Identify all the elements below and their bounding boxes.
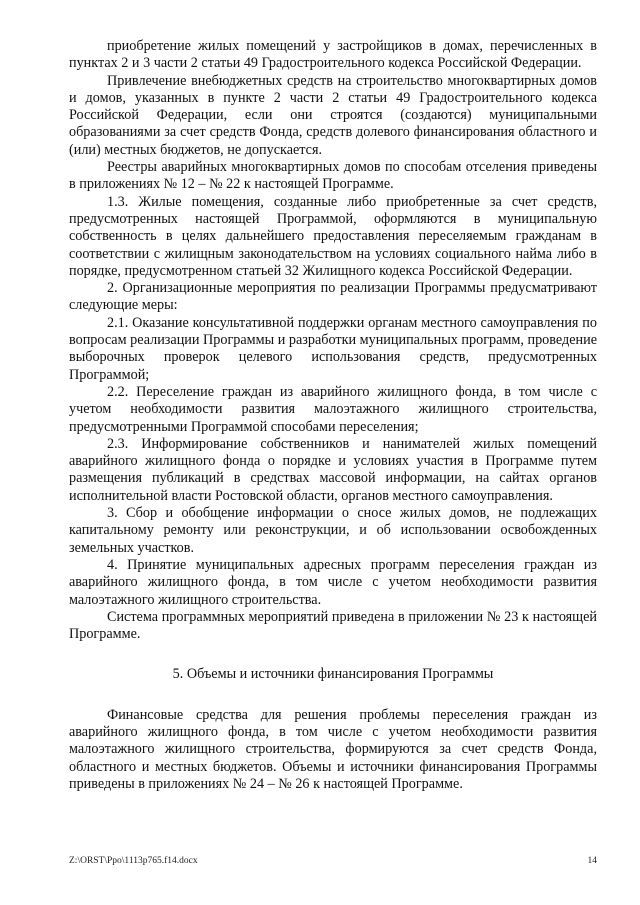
paragraph-2: 2. Организационные мероприятия по реализации Программы предусматривают следующие меры: bbox=[69, 280, 597, 314]
paragraph-3: 3. Сбор и обобщение информации о сносе жилых домов, не подлежащих капитальному ремонту или реконструкции, и об использовании освобожденных земельных участков. bbox=[69, 505, 597, 556]
paragraph-4: 4. Принятие муниципальных адресных программ переселения граждан из аварийного жилищного фонда, в том числе с учетом необходимости развития малоэтажного жилищного строительства. bbox=[69, 556, 597, 608]
paragraph-registries: Реестры аварийных многоквартирных домов по способам отселения приведены в приложениях № 12 – № 22 к настоящей Программе. bbox=[69, 159, 597, 193]
paragraph-2-1: 2.1. Оказание консультативной поддержки органам местного самоуправления по вопросам реализации Программы и разработки муниципальных программ, проведение выборочных проверок целевого использования средств, предусмотренных Программой; bbox=[69, 314, 597, 383]
document-body bbox=[69, 38, 597, 793]
footer-file-path: Z:\ORST\Ppo\1113p765.f14.docx bbox=[69, 856, 198, 866]
paragraph-system-of-measures: Система программных мероприятий приведена в приложении № 23 к настоящей Программе. bbox=[69, 608, 597, 643]
paragraph-offbudget-funds: Привлечение внебюджетных средств на строительство многоквартирных домов и домов, указанных в пункте 2 части 2 статьи 49 Градостроительного кодекса Российской Федерации, если они строятся (создаются) муниципальными образованиями за счет средств Фонда, средств долевого финансирования областного и (или) местных бюджетов, не допускается. bbox=[69, 72, 597, 158]
paragraph-financing: Финансовые средства для решения проблемы переселения граждан из аварийного жилищного фонда, в том числе с учетом необходимости развития малоэтажного жилищного строительства, формируются за счет средств Фонда, областного и местных бюджетов. Объемы и источники финансирования Программы приведены в приложениях № 24 – № 26 к настоящей Программе. bbox=[69, 706, 597, 792]
paragraph-2-2: 2.2. Переселение граждан из аварийного жилищного фонда, в том числе с учетом необходимости развития малоэтажного жилищного строительства, предусмотренными Программой способами переселения; bbox=[69, 383, 597, 435]
paragraph-continuation: приобретение жилых помещений у застройщиков в домах, перечисленных в пунктах 2 и 3 части 2 статьи 49 Градостроительного кодекса Российской Федерации. bbox=[69, 38, 597, 72]
section-heading: 5. Объемы и источники финансирования Программы bbox=[172, 666, 494, 683]
page-number: 14 bbox=[587, 856, 597, 866]
paragraph-1-3: 1.3. Жилые помещения, созданные либо приобретенные за счет средств, предусмотренных настоящей Программой, оформляются в муниципальную собственность в целях дальнейшего предоставления переселяемым гражданам в соответствии с жилищным законодательством на условиях социального найма либо в порядке, предусмотренном статьей 32 Жилищного кодекса Российской Федерации. bbox=[69, 193, 597, 279]
paragraph-2-3: 2.3. Информирование собственников и нанимателей жилых помещений аварийного жилищного фонда о порядке и условиях участия в Программе путем размещения публикаций в средствах массовой информации, на сайтах органов исполнительной власти Ростовской области, органов местного самоуправления. bbox=[69, 435, 597, 504]
